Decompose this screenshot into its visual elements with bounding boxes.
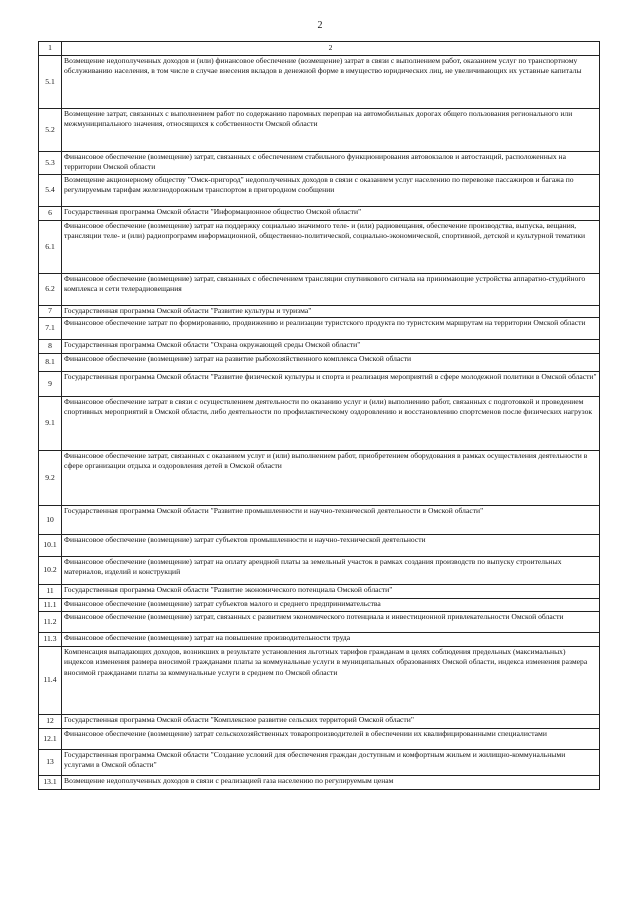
row-description: Финансовое обеспечение затрат по формированию, продвижению и реализации туристского продукта по туристским маршрутам на территории Омской области	[62, 318, 600, 340]
table-row	[39, 729, 600, 750]
row-number: 11.1	[39, 599, 62, 612]
table-row	[39, 715, 600, 729]
table-row	[39, 109, 600, 152]
table-row	[39, 633, 600, 647]
table-header-row	[39, 42, 600, 56]
row-description: Государственная программа Омской области "Развитие промышленности и научно-технической деятельности в Омской области"	[62, 506, 600, 535]
table-row	[39, 372, 600, 397]
row-description: Возмещение акционерному обществу "Омск-пригород" недополученных доходов в связи с оказанием услуг населению по перевозке пассажиров и багажа по регулируемым тарифам железнодорожным транспортом в пригородном сообщении	[62, 175, 600, 207]
row-number: 11.2	[39, 612, 62, 633]
row-number: 9	[39, 372, 62, 397]
row-number: 6.2	[39, 274, 62, 306]
row-description: Финансовое обеспечение (возмещение) затрат на повышение производительности труда	[62, 633, 600, 647]
table-row	[39, 56, 600, 109]
page-number: 2	[317, 20, 323, 31]
row-number: 13	[39, 750, 62, 776]
row-number: 10.2	[39, 557, 62, 585]
row-number: 7.1	[39, 318, 62, 340]
row-description: Государственная программа Омской области "Комплексное развитие сельских территорий Омской области"	[62, 715, 600, 729]
table-row	[39, 535, 600, 557]
row-description: Компенсация выпадающих доходов, возникших в результате установления льготных тарифов гражданам в целях соблюдения предельных (максимальных) индексов изменения размера вносимой гражданами платы за коммунальные услуги в муниципальных образованиях Омской области, индекса изменения размера вносимой гражданами платы за коммунальные услуги в среднем по Омской области	[62, 647, 600, 715]
table-row	[39, 397, 600, 451]
row-description: Финансовое обеспечение (возмещение) затрат на развитие рыбохозяйственного комплекса Омской области	[62, 354, 600, 372]
row-description: Государственная программа Омской области "Развитие экономического потенциала Омской области"	[62, 585, 600, 599]
row-description: Государственная программа Омской области "Развитие культуры и туризма"	[62, 306, 600, 318]
table-row	[39, 318, 600, 340]
table-row	[39, 585, 600, 599]
row-number: 9.2	[39, 451, 62, 506]
table-row	[39, 750, 600, 776]
table-row	[39, 274, 600, 306]
row-number: 8.1	[39, 354, 62, 372]
table-row	[39, 612, 600, 633]
row-description: Финансовое обеспечение (возмещение) затрат на поддержку социально значимого теле- и (или) радиовещания, обеспечение производства, выпуска, вещания, трансляции теле- и (или) радиопрограмм информационной, общественно-политической, социально-экономической, спортивной, детской и культурной тематики	[62, 221, 600, 274]
table-row	[39, 306, 600, 318]
table-row	[39, 599, 600, 612]
table-row	[39, 152, 600, 175]
row-description: Финансовое обеспечение (возмещение) затрат субъектов промышленности и научно-технической деятельности	[62, 535, 600, 557]
row-number: 5.3	[39, 152, 62, 175]
row-number: 5.2	[39, 109, 62, 152]
row-number: 9.1	[39, 397, 62, 451]
row-number: 10	[39, 506, 62, 535]
row-description: Возмещение недополученных доходов и (или) финансовое обеспечение (возмещение) затрат в связи с выполнением работ, оказанием услуг по транспортному обслуживанию населения, в том числе в случае внесения вкладов в денежной форме в имущество юридических лиц, не увеличивающих их уставные капиталы	[62, 56, 600, 109]
table-row	[39, 647, 600, 715]
row-number: 5.4	[39, 175, 62, 207]
header-col-number: 1	[39, 42, 62, 56]
row-description: Государственная программа Омской области "Охрана окружающей среды Омской области"	[62, 340, 600, 354]
row-description: Финансовое обеспечение (возмещение) затрат, связанных с обеспечением стабильного функционирования автовокзалов и автостанций, расположенных на территории Омской области	[62, 152, 600, 175]
table-row	[39, 354, 600, 372]
row-number: 13.1	[39, 776, 62, 790]
row-description: Государственная программа Омской области "Создание условий для обеспечения граждан доступным и комфортным жильем и жилищно-коммунальными услугами в Омской области"	[62, 750, 600, 776]
table-row	[39, 776, 600, 790]
row-number: 5.1	[39, 56, 62, 109]
row-description: Возмещение затрат, связанных с выполнением работ по содержанию паромных переправ на автомобильных дорогах общего пользования регионального или межмуниципального значения, относящихся к собственности Омской области	[62, 109, 600, 152]
table-row	[39, 506, 600, 535]
row-description: Государственная программа Омской области "Развитие физической культуры и спорта и реализация мероприятий в сфере молодежной политики в Омской области"	[62, 372, 600, 397]
row-number: 6	[39, 207, 62, 221]
row-number: 10.1	[39, 535, 62, 557]
row-description: Возмещение недополученных доходов в связи с реализацией газа населению по регулируемым ценам	[62, 776, 600, 790]
table-row	[39, 340, 600, 354]
row-number: 11.4	[39, 647, 62, 715]
row-number: 11.3	[39, 633, 62, 647]
row-description: Государственная программа Омской области "Информационное общество Омской области"	[62, 207, 600, 221]
row-description: Финансовое обеспечение (возмещение) затрат, связанных с развитием экономического потенциала и инвестиционной привлекательности Омской области	[62, 612, 600, 633]
row-number: 8	[39, 340, 62, 354]
row-description: Финансовое обеспечение затрат в связи с осуществлением деятельности по оказанию услуг и (или) выполнению работ, связанных с подготовкой и проведением спортивных мероприятий в Омской области, либо деятельности по профилактическому оздоровлению и восстановлению спортсменов после физических нагрузок	[62, 397, 600, 451]
table-row	[39, 221, 600, 274]
table-row	[39, 451, 600, 506]
row-description: Финансовое обеспечение затрат, связанных с оказанием услуг и (или) выполнением работ, приобретением оборудования в рамках осуществления деятельности в сфере организации отдыха и оздоровления детей в Омской области	[62, 451, 600, 506]
row-description: Финансовое обеспечение (возмещение) затрат, связанных с обеспечением трансляции спутникового сигнала на принимающие устройства аппаратно-студийного комплекса и сети телерадиовещания	[62, 274, 600, 306]
row-number: 6.1	[39, 221, 62, 274]
table-row	[39, 557, 600, 585]
row-number: 7	[39, 306, 62, 318]
row-number: 11	[39, 585, 62, 599]
table-row	[39, 175, 600, 207]
header-col-description: 2	[62, 42, 600, 56]
row-description: Финансовое обеспечение (возмещение) затрат субъектов малого и среднего предпринимательства	[62, 599, 600, 612]
row-number: 12	[39, 715, 62, 729]
row-description: Финансовое обеспечение (возмещение) затрат сельскохозяйственных товаропроизводителей в обеспечении их квалифицированными специалистами	[62, 729, 600, 750]
subsidy-table	[38, 41, 600, 790]
row-number: 12.1	[39, 729, 62, 750]
row-description: Финансовое обеспечение (возмещение) затрат на оплату арендной платы за земельный участок в рамках создания производств по выпуску строительных материалов, изделий и конструкций	[62, 557, 600, 585]
table-row	[39, 207, 600, 221]
